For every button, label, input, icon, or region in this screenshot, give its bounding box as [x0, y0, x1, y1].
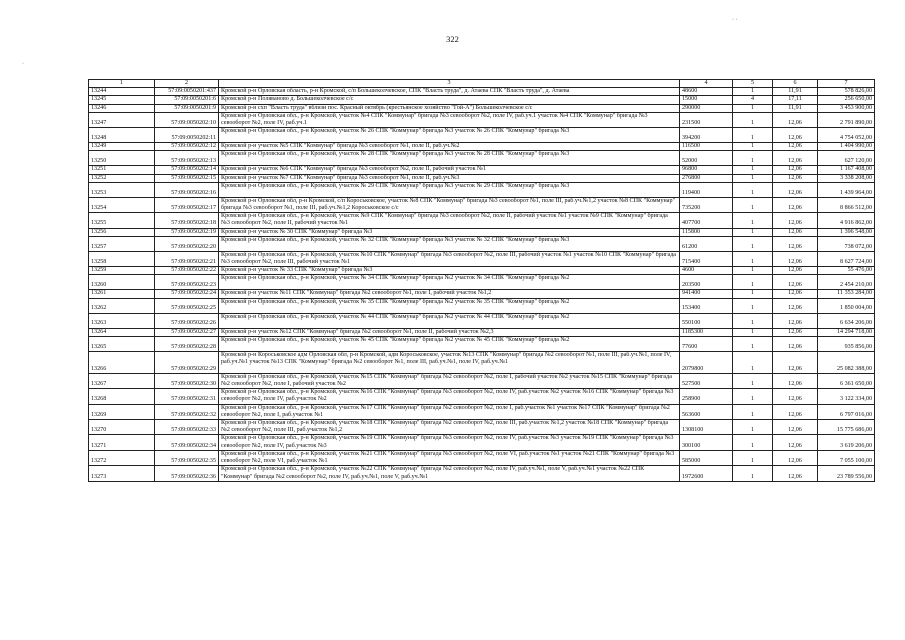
cost-value: 256 650,00 [818, 96, 875, 104]
location-description: Кромской р-н Орловская обл., р-н Кромской, участок № 44 СПК "Коммунар" бригада №2 участок № 44 СПК "Коммунар" бригада №2 [219, 313, 680, 328]
cadastral-number: 57:09:0050202:13 [155, 151, 219, 166]
cost-value: 2 791 890,00 [818, 112, 875, 127]
cadastral-number: 57:09:0050202:28 [155, 336, 219, 351]
cost-value: 6 797 016,00 [818, 404, 875, 419]
table-row [89, 313, 875, 328]
cost-value: 3 453 900,00 [818, 104, 875, 112]
cost-value: 6 634 206,00 [818, 313, 875, 328]
row-number: 13246 [89, 104, 155, 112]
row-number: 13254 [89, 197, 155, 212]
row-number: 13245 [89, 96, 155, 104]
column-5-value: 1 [733, 143, 773, 151]
table-row [89, 251, 875, 266]
cadastral-number: 57:09:0050202:11 [155, 128, 219, 143]
cadastral-number: 57:09:0050202:10 [155, 112, 219, 127]
cost-value: 1 439 964,00 [818, 182, 875, 197]
table-row [89, 267, 875, 275]
location-description: Кромской р-н участок №6 СПК "Коммунар" бригада №3 севооборот №2, поле II, рабочий участок №1 [219, 166, 680, 174]
rate-value: 12,06 [773, 151, 818, 166]
column-5-value: 1 [733, 267, 773, 275]
column-5-value: 1 [733, 404, 773, 419]
rate-value: 12,06 [773, 197, 818, 212]
area-value: 563600 [680, 404, 733, 419]
row-number: 13259 [89, 267, 155, 275]
table-row [89, 450, 875, 465]
row-number: 13247 [89, 112, 155, 127]
location-description: Кромской р-н Орловская обл., р-н Кромской, участок №17 СПК "Коммунар" бригада №2 севооборот №2, поле I, раб.участок №1 участок №17 СПК "Коммунар" бригада №2 севооборот №2, поле I, раб.участок №1 [219, 404, 680, 419]
cost-value: 1 167 408,00 [818, 166, 875, 174]
column-5-value: 4 [733, 96, 773, 104]
location-description: Кромской р-н Орловская обл., р-н Кромской, участок № 34 СПК "Коммунар" бригада №2 участок № 34 СПК "Коммунар" бригада №2 [219, 275, 680, 290]
row-number: 13249 [89, 143, 155, 151]
location-description: Кромской р-н участок № 33 СПК "Коммунар" бригада №3 [219, 267, 680, 275]
row-number: 13257 [89, 236, 155, 251]
cadastral-number: 57:09:0050202:19 [155, 228, 219, 236]
table-row [89, 351, 875, 373]
table-row [89, 373, 875, 388]
location-description: Кромской р-н участок №11 СПК "Коммунар" бригада №2 севооборот №1, поле I, рабочий участок №1,2 [219, 290, 680, 298]
table-row [89, 336, 875, 351]
registry-table-wrapper [88, 79, 874, 482]
cadastral-number: 57:09:0050202:36 [155, 466, 219, 481]
area-value: 153400 [680, 298, 733, 313]
rate-value: 12,06 [773, 298, 818, 313]
location-description: Кромской р-н Орловская область, р-н Кромской, с/п Большеколчевское, СПК "Власть труда", д. Атаева СПК "Власть труда", д. Атаева [219, 88, 680, 96]
column-5-value: 1 [733, 298, 773, 313]
table-row [89, 236, 875, 251]
table-row [89, 466, 875, 481]
cadastral-number: 57:09:0050202:20 [155, 236, 219, 251]
cadastral-number: 57:09:0050202:22 [155, 267, 219, 275]
location-description: Кромской р-н Поляваново д. Большеколчевское с/с [219, 96, 680, 104]
rate-value: 12,06 [773, 389, 818, 404]
cost-value: 4 916 862,00 [818, 213, 875, 228]
table-row [89, 298, 875, 313]
row-number: 13260 [89, 275, 155, 290]
rate-value: 12,06 [773, 450, 818, 465]
column-5-value: 1 [733, 197, 773, 212]
cost-value: 4 754 052,00 [818, 128, 875, 143]
cadastral-number: 57:09:0050201:6 [155, 96, 219, 104]
cadastral-number: 57:09:0050202:15 [155, 174, 219, 182]
column-5-value: 1 [733, 174, 773, 182]
table-body [89, 88, 875, 482]
area-value: 4600 [680, 267, 733, 275]
header-cell-3: 3 [219, 80, 680, 88]
cadastral-number: 57:09:0050202:32 [155, 404, 219, 419]
row-number: 13248 [89, 128, 155, 143]
column-5-value: 1 [733, 435, 773, 450]
row-number: 13267 [89, 373, 155, 388]
table-row [89, 290, 875, 298]
column-5-value: 1 [733, 336, 773, 351]
location-description: Кромской р-н схп "Власть труда" вблизи пос. Красный октябрь (крестьянское хозяйство "Гой-А") Большеколчевское с/с [219, 104, 680, 112]
cost-value: 23 789 556,00 [818, 466, 875, 481]
cadastral-number: 57:09:0050202:29 [155, 351, 219, 373]
row-number: 13266 [89, 351, 155, 373]
column-5-value: 1 [733, 373, 773, 388]
table-row [89, 182, 875, 197]
cost-value: 25 082 388,00 [818, 351, 875, 373]
cost-value: 1 396 548,00 [818, 228, 875, 236]
area-value: 585000 [680, 450, 733, 465]
column-5-value: 1 [733, 166, 773, 174]
column-5-value: 1 [733, 213, 773, 228]
cost-value: 14 294 718,00 [818, 328, 875, 336]
cadastral-number: 57:09:0050201:9 [155, 104, 219, 112]
cost-value: 3 619 206,00 [818, 435, 875, 450]
table-row [89, 213, 875, 228]
header-cell-5: 5 [733, 80, 773, 88]
location-description: Кромской р-н Орловская обл., р-н Кромской, участок №18 СПК "Коммунар" бригада №2 севооборот №2, поле III, раб.участок №1,2 участок №18 СПК "Коммунар" бригада №2 севооборот №2, поле III, раб.участок №1,2 [219, 420, 680, 435]
rate-value: 12,06 [773, 174, 818, 182]
cadastral-number: 57:09:0050202:24 [155, 290, 219, 298]
column-5-value: 1 [733, 420, 773, 435]
rate-value: 12,06 [773, 182, 818, 197]
cost-value: 2 454 210,00 [818, 275, 875, 290]
rate-value: 12,06 [773, 435, 818, 450]
cadastral-number: 57:09:0050202:31 [155, 389, 219, 404]
table-row [89, 128, 875, 143]
row-number: 13264 [89, 328, 155, 336]
rate-value: 12,06 [773, 166, 818, 174]
location-description: Кромской р-н Короськовское адм Орловская обл, р-н Кромской, адм Короськовское, участок №13 СПК "Коммунар" бригада №2 севооборот №1, поле III, раб.уч.№1, поле IV, раб.уч.№1 участок №13 СПК "Коммунар" бригада №2 севооборот №1, поле III, раб.уч.№1, поле IV, раб.уч.№1 [219, 351, 680, 373]
table-row [89, 197, 875, 212]
row-number: 13263 [89, 313, 155, 328]
area-value: 52000 [680, 151, 733, 166]
area-value: 527500 [680, 373, 733, 388]
table-row [89, 328, 875, 336]
rate-value: 11,91 [773, 88, 818, 96]
row-number: 13250 [89, 151, 155, 166]
column-5-value: 1 [733, 104, 773, 112]
rate-value: 12,06 [773, 267, 818, 275]
table-row [89, 166, 875, 174]
cadastral-number: 57:09:0050202:21 [155, 251, 219, 266]
cadastral-number: 57:09:0050202:16 [155, 182, 219, 197]
location-description: Кромской р-н участок №12 СПК "Коммунар" бригада №2 севооборот №1, поле II, рабочий участок №2,3 [219, 328, 680, 336]
location-description: Кромской р-н Орловская обл., р-н Кромской, участок №4 СПК "Коммунар" бригада №3 севооборот №2, поле IV, раб.уч.1 участок №4 СПК "Коммунар" бригада №3 севооборот №2, поле IV, раб.уч.1 [219, 112, 680, 127]
table-row [89, 151, 875, 166]
table-row [89, 112, 875, 127]
cadastral-number: 57:09:0050202:26 [155, 313, 219, 328]
column-5-value: 1 [733, 389, 773, 404]
column-5-value: 1 [733, 88, 773, 96]
area-value: 394200 [680, 128, 733, 143]
cost-value: 8 866 512,00 [818, 197, 875, 212]
cadastral-number: 57:09:0050202:25 [155, 298, 219, 313]
rate-value: 12,06 [773, 328, 818, 336]
cadastral-number: 57:09:0050201:437 [155, 88, 219, 96]
cost-value: 1 404 990,00 [818, 143, 875, 151]
area-value: 1972600 [680, 466, 733, 481]
rate-value: 11,91 [773, 104, 818, 112]
column-5-value: 1 [733, 290, 773, 298]
row-number: 13252 [89, 174, 155, 182]
area-value: 15000 [680, 96, 733, 104]
header-row [89, 80, 875, 88]
area-value: 77600 [680, 336, 733, 351]
header-cell-1: 1 [89, 80, 155, 88]
area-value: 203500 [680, 275, 733, 290]
row-number: 13262 [89, 298, 155, 313]
row-number: 13270 [89, 420, 155, 435]
cadastral-number: 57:09:0050202:35 [155, 450, 219, 465]
rate-value: 12,06 [773, 128, 818, 143]
table-row [89, 389, 875, 404]
table-row [89, 228, 875, 236]
area-value: 61200 [680, 236, 733, 251]
location-description: Кромской р-н участок № 30 СПК "Коммунар" бригада №3 [219, 228, 680, 236]
header-cell-6: 6 [773, 80, 818, 88]
rate-value: 12,06 [773, 404, 818, 419]
row-number: 13244 [89, 88, 155, 96]
column-5-value: 1 [733, 466, 773, 481]
rate-value: 12,06 [773, 290, 818, 298]
area-value: 550100 [680, 313, 733, 328]
header-cell-7: 7 [818, 80, 875, 88]
location-description: Кромской р-н Орловская обл, р-н Кромской, с/п Короськовское, участок №8 СПК "Коммунар" бригада №3 севооборот №1, поле III, раб.уч.№1,2 участок №8 СПК "Коммунар" бригада №3 севооборот №1, поле III, раб.уч.№1,2 Короськовское с/с [219, 197, 680, 212]
area-value: 715400 [680, 251, 733, 266]
table-row [89, 275, 875, 290]
cost-value: 627 120,00 [818, 151, 875, 166]
row-number: 13258 [89, 251, 155, 266]
location-description: Кромской р-н Орловская обл., р-н Кромской, участок № 35 СПК "Коммунар" бригада №2 участок № 35 СПК "Коммунар" бригада №2 [219, 298, 680, 313]
column-5-value: 1 [733, 351, 773, 373]
rate-value: 12,06 [773, 336, 818, 351]
area-value: 48600 [680, 88, 733, 96]
page-number: 322 [446, 34, 459, 44]
cadastral-number: 57:09:0050202:14 [155, 166, 219, 174]
cost-value: 11 353 284,00 [818, 290, 875, 298]
column-5-value: 1 [733, 112, 773, 127]
table-row [89, 420, 875, 435]
column-5-value: 1 [733, 236, 773, 251]
column-5-value: 1 [733, 328, 773, 336]
column-5-value: 1 [733, 128, 773, 143]
column-5-value: 1 [733, 275, 773, 290]
row-number: 13255 [89, 213, 155, 228]
area-value: 258900 [680, 389, 733, 404]
column-5-value: 1 [733, 450, 773, 465]
cadastral-number: 57:09:0050202:18 [155, 213, 219, 228]
row-number: 13272 [89, 450, 155, 465]
row-number: 13251 [89, 166, 155, 174]
header-cell-4: 4 [680, 80, 733, 88]
location-description: Кромской р-н Орловская обл., р-н Кромской, участок №22 СПК "Коммунар" бригада №2 севооборот №2, поле IV, раб.уч.№1, поле V, раб.уч.№1 участок №22 СПК "Коммунар" бригада №2 севооборот №2, поле IV, раб.уч.№1, поле V, раб.уч.№1 [219, 466, 680, 481]
column-5-value: 1 [733, 313, 773, 328]
registry-table [88, 79, 875, 482]
row-number: 13271 [89, 435, 155, 450]
location-description: Кромской р-н Орловская обл., р-н Кромской, участок №15 СПК "Коммунар" бригада №2 севооборот №2, поле I, рабочий участок №2 участок №15 СПК "Коммунар" бригада №2 севооборот №2, поле I, рабочий участок №2 [219, 373, 680, 388]
row-number: 13269 [89, 404, 155, 419]
column-5-value: 1 [733, 182, 773, 197]
area-value: 119400 [680, 182, 733, 197]
column-5-value: 1 [733, 151, 773, 166]
cadastral-number: 57:09:0050202:17 [155, 197, 219, 212]
location-description: Кромской р-н Орловская обл., р-н Кромской, участок №16 СПК "Коммунар" бригада №3 севооборот №2, поле IV, раб.участок №2 участок №16 СПК "Коммунар" бригада №3 севооборот №2, поле IV, раб.участок №2 [219, 389, 680, 404]
location-description: Кромской р-н участок №7 СПК "Коммунар" бригада №3 севооборот №1, поле II, раб.уч.№3 [219, 174, 680, 182]
area-value: 735200 [680, 197, 733, 212]
area-value: 407700 [680, 213, 733, 228]
location-description: Кромской р-н Орловская обл., р-н Кромской, участок № 26 СПК "Коммунар" бригада №3 участок № 26 СПК "Коммунар" бригада №3 [219, 128, 680, 143]
row-number: 13253 [89, 182, 155, 197]
rate-value: 12,06 [773, 275, 818, 290]
area-value: 276800 [680, 174, 733, 182]
table-row [89, 104, 875, 112]
rate-value: 12,06 [773, 112, 818, 127]
area-value: 96800 [680, 166, 733, 174]
table-row [89, 404, 875, 419]
location-description: Кромской р-н Орловская обл., р-н Кромской, участок № 45 СПК "Коммунар" бригада №2 участок № 45 СПК "Коммунар" бригада №2 [219, 336, 680, 351]
rate-value: 12,06 [773, 373, 818, 388]
cost-value: 6 361 650,00 [818, 373, 875, 388]
scan-mark: · [22, 61, 24, 67]
scan-mark: · · [732, 17, 738, 23]
row-number: 13273 [89, 466, 155, 481]
cost-value: 15 775 686,00 [818, 420, 875, 435]
rate-value: 17,11 [773, 96, 818, 104]
row-number: 13256 [89, 228, 155, 236]
row-number: 13261 [89, 290, 155, 298]
area-value: 1185300 [680, 328, 733, 336]
location-description: Кромской р-н Орловская обл., р-н Кромской, участок №21 СПК "Коммунар" бригада №3 севооборот №2, поле VI, раб.участок №1 участок №21 СПК "Коммунар" бригада №3 севооборот №2, поле VI, раб.участок №1 [219, 450, 680, 465]
location-description: Кромской р-н Орловская обл., р-н Кромской, участок №10 СПК "Коммунар" бригада №3 севооборот №2, поле III, рабочий участок №1 участок №10 СПК "Коммунар" бригада №3 севооборот №2, поле III, рабочий участок №1 [219, 251, 680, 266]
rate-value: 12,06 [773, 236, 818, 251]
location-description: Кромской р-н Орловская обл., р-н Кромской, участок № 28 СПК "Коммунар" бригада №3 участок № 28 СПК "Коммунар" бригада №3 [219, 151, 680, 166]
cost-value: 1 850 004,00 [818, 298, 875, 313]
area-value: 1308100 [680, 420, 733, 435]
cost-value: 738 072,00 [818, 236, 875, 251]
row-number: 13265 [89, 336, 155, 351]
rate-value: 12,06 [773, 251, 818, 266]
rate-value: 12,06 [773, 228, 818, 236]
cadastral-number: 57:09:0050202:12 [155, 143, 219, 151]
cost-value: 8 627 724,00 [818, 251, 875, 266]
rate-value: 12,06 [773, 466, 818, 481]
table-row [89, 143, 875, 151]
location-description: Кромской р-н Орловская обл., р-н Кромской, участок №9 СПК "Коммунар" бригада №3 севооборот №2, поле II, рабочий участок №1 участок №9 СПК "Коммунар" бригада №3 севооборот №2, поле II, рабочий участок №1 [219, 213, 680, 228]
cadastral-number: 57:09:0050202:27 [155, 328, 219, 336]
column-5-value: 1 [733, 251, 773, 266]
cadastral-number: 57:09:0050202:30 [155, 373, 219, 388]
area-value: 290000 [680, 104, 733, 112]
cost-value: 55 476,00 [818, 267, 875, 275]
table-row [89, 435, 875, 450]
rate-value: 12,06 [773, 213, 818, 228]
area-value: 2079800 [680, 351, 733, 373]
rate-value: 12,06 [773, 313, 818, 328]
table-row [89, 88, 875, 96]
cost-value: 7 055 100,00 [818, 450, 875, 465]
area-value: 300100 [680, 435, 733, 450]
cost-value: 3 338 208,00 [818, 174, 875, 182]
rate-value: 12,06 [773, 143, 818, 151]
column-5-value: 1 [733, 228, 773, 236]
cost-value: 3 122 334,00 [818, 389, 875, 404]
table-row [89, 174, 875, 182]
cost-value: 578 826,00 [818, 88, 875, 96]
table-row [89, 96, 875, 104]
area-value: 941400 [680, 290, 733, 298]
cost-value: 935 856,00 [818, 336, 875, 351]
location-description: Кромской р-н Орловская обл., р-н Кромской, участок №19 СПК "Коммунар" бригада №3 севооборот №2, поле IV, раб.участок №3 участок №19 СПК "Коммунар" бригада №3 севооборот №2, поле IV, раб.участок №3 [219, 435, 680, 450]
cadastral-number: 57:09:0050202:33 [155, 420, 219, 435]
rate-value: 12,06 [773, 420, 818, 435]
location-description: Кромской р-н Орловская обл., р-н Кромской, участок № 32 СПК "Коммунар" бригада №3 участок № 32 СПК "Коммунар" бригада №3 [219, 236, 680, 251]
location-description: Кромской р-н Орловская обл., р-н Кромской, участок № 29 СПК "Коммунар" бригада №3 участок № 29 СПК "Коммунар" бригада №3 [219, 182, 680, 197]
rate-value: 12,06 [773, 351, 818, 373]
header-cell-2: 2 [155, 80, 219, 88]
cadastral-number: 57:09:0050202:34 [155, 435, 219, 450]
cadastral-number: 57:09:0050202:23 [155, 275, 219, 290]
area-value: 231500 [680, 112, 733, 127]
location-description: Кромской р-н участок №5 СПК "Коммунар" бригада №3 севооборот №1, поле II, раб.уч.№2 [219, 143, 680, 151]
row-number: 13268 [89, 389, 155, 404]
area-value: 115800 [680, 228, 733, 236]
area-value: 116500 [680, 143, 733, 151]
